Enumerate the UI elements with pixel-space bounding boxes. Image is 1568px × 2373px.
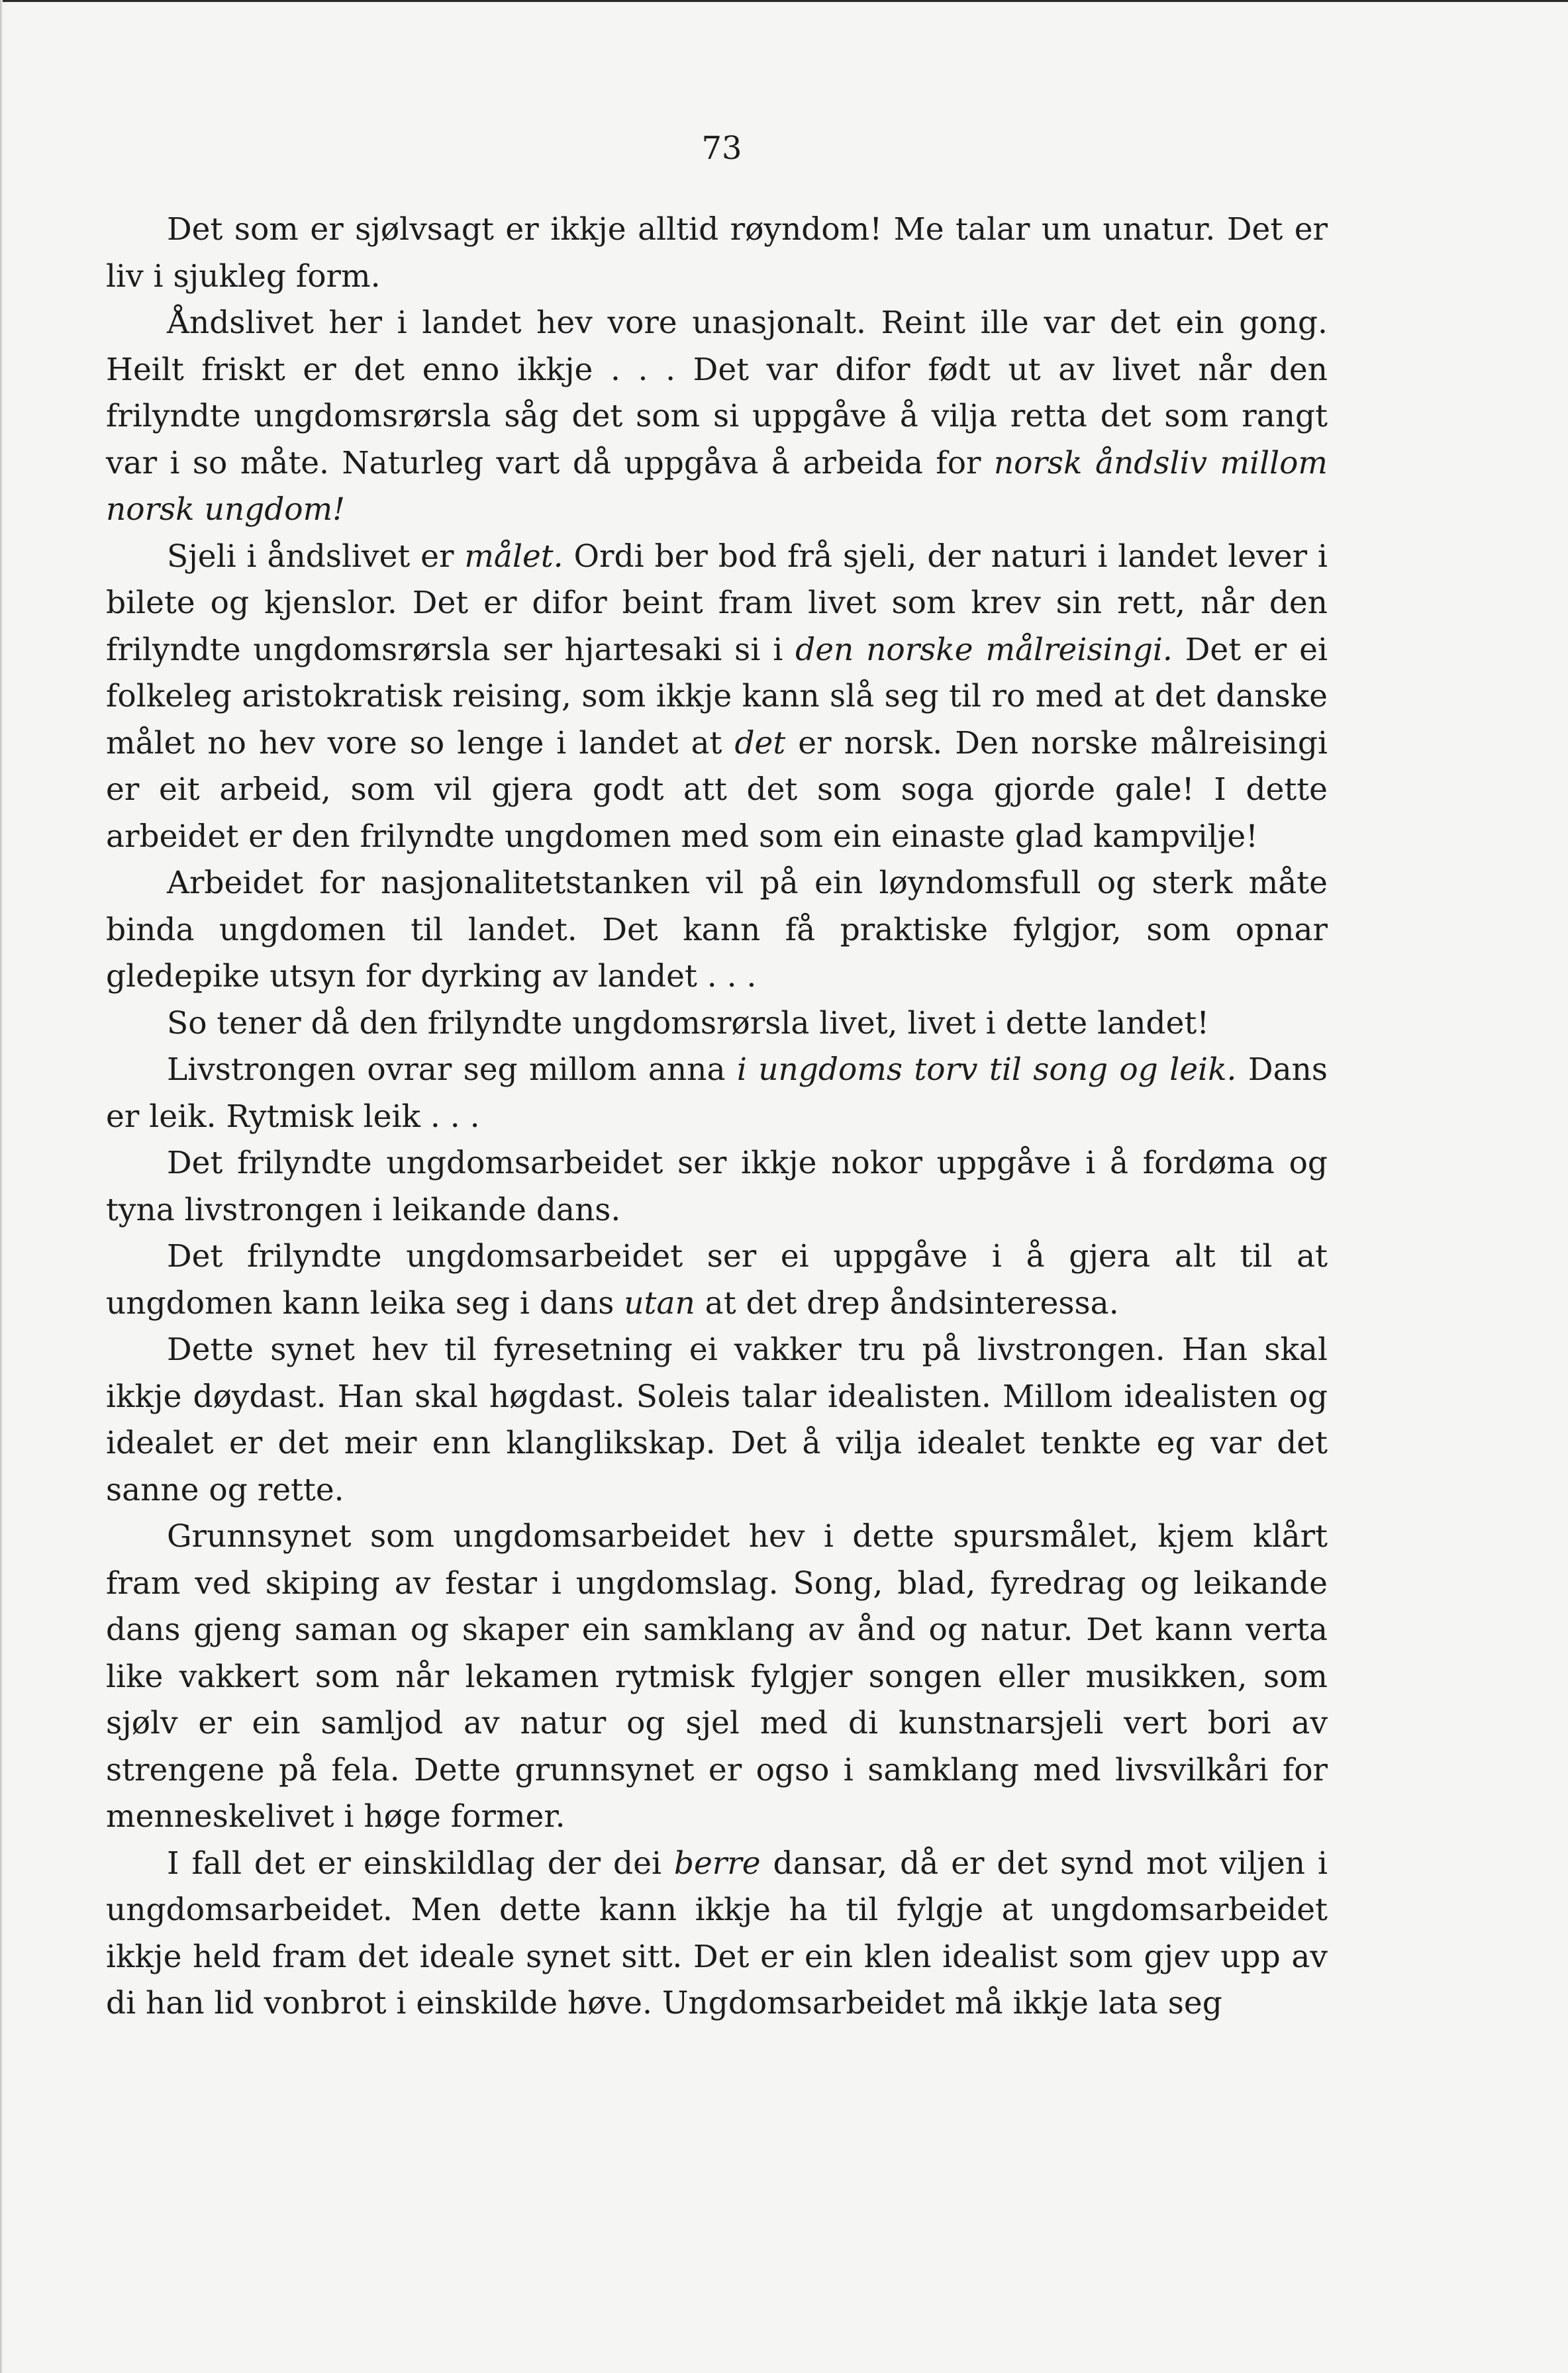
text-run: Arbeidet for nasjonalitetstanken vil på ein løyndomsfull og sterk måte binda ungdomen til landet. Det kann få praktiske fylgjor, som opnar gledерike utsyn for dyrking av landet . . . xyxy=(106,865,1328,994)
italic-text: den norske målreisingi. xyxy=(795,631,1173,668)
paragraph xyxy=(106,300,1328,534)
text-run: Dans er leik. Rytmisk leik . . . xyxy=(106,1051,1328,1135)
paragraph xyxy=(106,1327,1328,1514)
page-edge-top xyxy=(0,0,1568,2)
italic-text: det xyxy=(734,724,786,761)
text-run: Ordi ber bod frå sjeli, der naturi i landet lever i bilete og kjenslor. Det er difor beint fram livet som krev sin rett, når den frilyndte ungdomsrørsla ser hjartesaki si i xyxy=(106,538,1328,668)
paragraph xyxy=(106,1234,1328,1327)
paragraph xyxy=(106,860,1328,1000)
paragraph xyxy=(106,1000,1328,1047)
page-edge-left xyxy=(0,0,3,2373)
text-run: Det som er sjølvsagt er ikkje alltid røyndom! Me talar um unatur. Det er liv i sjukleg form. xyxy=(106,211,1328,295)
text-run: So tener då den frilyndte ungdomsrørsla livet, livet i dette landet! xyxy=(167,1004,1210,1041)
text-run: er norsk. Den norske målreisingi er eit arbeid, som vil gjera godt att det som soga gjorde gale! I dette arbeidet er den frilyndte ungdomen med som ein einaste glad kampvilje! xyxy=(106,724,1328,855)
text-run: I fall det er einskildlag der dei xyxy=(167,1845,674,1882)
text-run: Sjeli i åndslivet er xyxy=(167,538,465,575)
text-run: Åndslivet her i landet hev vore unasjonalt. Reint ille var det ein gong. Heilt friskt er det enno ikkje . . . Det var difor født ut av livet når den frilyndte ungdomsrørsla såg det som si uppgåve å vilja retta det som rangt var i so måte. Naturleg vart då uppgåva å arbeida for xyxy=(106,305,1328,481)
paragraph xyxy=(106,1841,1328,2027)
text-run: Det frilyndte ungdomsarbeidet ser ikkje nokor uppgåve i å fordøma og tyna livstrongen i leikande dans. xyxy=(106,1145,1328,1228)
italic-text: utan xyxy=(624,1284,695,1322)
italic-text: i ungdoms torv til song og leik. xyxy=(736,1051,1237,1088)
body-text xyxy=(106,207,1328,2027)
text-run: at det drep åndsinteressa. xyxy=(695,1284,1119,1322)
italic-text: norsk åndsliv millom norsk ungdom! xyxy=(106,444,1328,528)
paragraph xyxy=(106,1514,1328,1841)
text-run: Dette synet hev til fyresetning ei vakker tru på livstrongen. Han skal ikkje døydast. Han skal høgdast. Soleis talar idealisten. Millom idealisten og idealet er det meir enn klanglikskap. Det å vilja idealet tenkte eg var det sanne og rette. xyxy=(106,1332,1328,1508)
paragraph xyxy=(106,1140,1328,1234)
text-run: Det frilyndte ungdomsarbeidet ser ei uppgåve i å gjera alt til at ungdomen kann leika seg i dans xyxy=(106,1238,1328,1322)
paragraph xyxy=(106,1047,1328,1140)
text-run: Det er ei folkeleg aristokratisk reising, som ikkje kann slå seg til ro med at det danske målet no hev vore so lenge i landet at xyxy=(106,631,1328,761)
text-run: Grunnsynet som ungdomsarbeidet hev i dette spursmålet, kjem klårt fram ved skiping av festar i ungdomslag. Song, blad, fyredrag og leikande dans gjeng saman og skaper ein samklang av ånd og natur. Det kann verta like vakkert som når lekamen rytmisk fylgjer songen eller musikken, som sjølv er ein samljod av natur og sjel med di kunstnarsjeli vert bori av strengene på fela. Dette grunnsynet er ogso i samklang med livsvilkåri for menneskelivet i høge former. xyxy=(106,1518,1328,1835)
paragraph xyxy=(106,534,1328,861)
text-run: dansar, då er det synd mot viljen i ungdomsarbeidet. Men dette kann ikkje ha til fylgje at ungdomsarbeidet ikkje held fram det ideale synet sitt. Det er ein klen idealist som gjev upp av di han lid vonbrot i einskilde høve. Ungdomsarbeidet må ikkje lata seg xyxy=(106,1845,1328,2021)
paragraph xyxy=(106,207,1328,300)
italic-text: målet. xyxy=(464,538,564,575)
text-run: Livstrongen ovrar seg millom anna xyxy=(167,1051,737,1088)
page-number: 73 xyxy=(701,130,742,167)
italic-text: berre xyxy=(673,1845,761,1882)
